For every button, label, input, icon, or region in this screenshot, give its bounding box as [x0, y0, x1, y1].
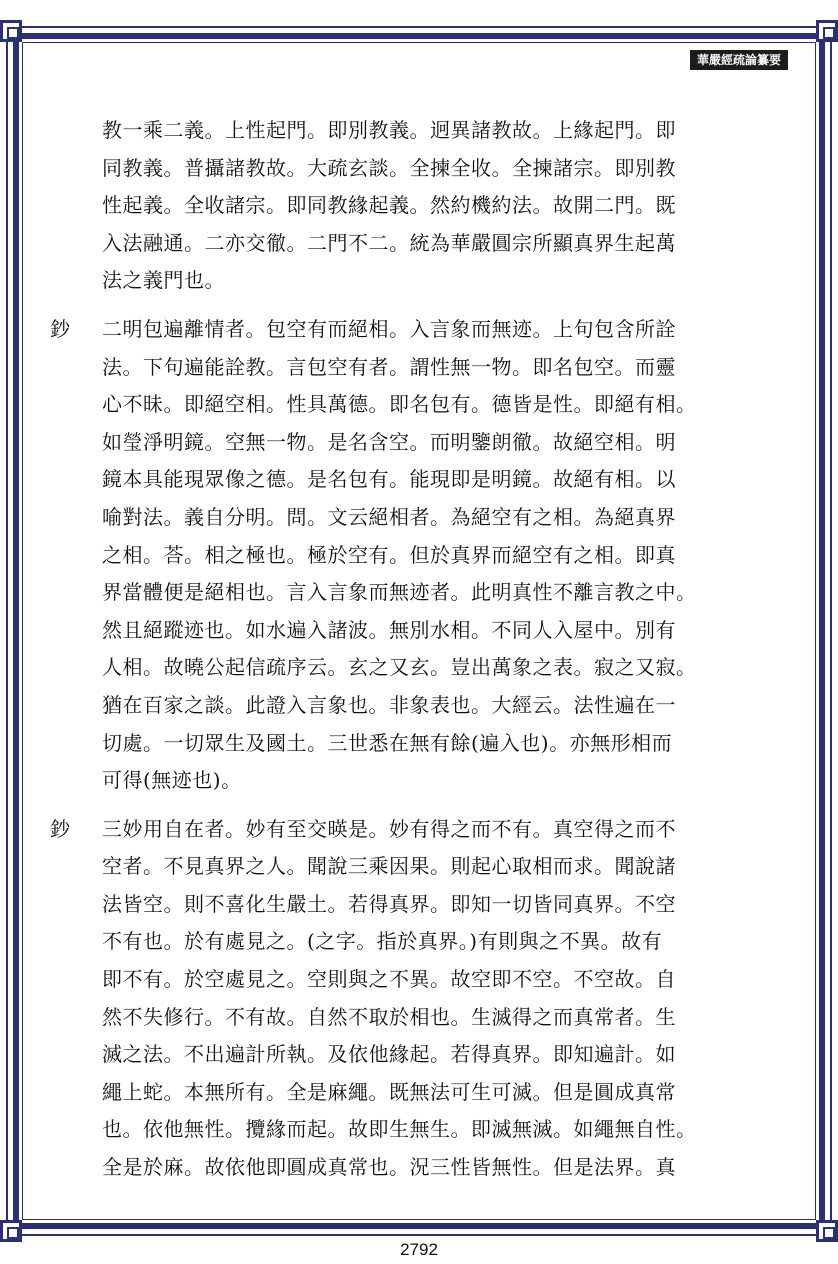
text-line: 性起義。全收諸宗。即同教緣起義。然約機約法。故開二門。既: [102, 193, 676, 218]
text-line: 也。依他無性。攬緣而起。故即生無生。即滅無滅。如繩無自性。: [102, 1117, 697, 1142]
text-line: 不有也。於有處見之。(之字。指於真界。)有則與之不異。故有: [102, 929, 663, 954]
paragraph-marker: [50, 112, 102, 300]
page-number: 2792: [400, 1240, 438, 1259]
text-line: 如瑩淨明鏡。空無一物。是名含空。而明鑒朗徹。故絕空相。明: [102, 429, 676, 454]
text-line: 然且絕蹤迹也。如水遍入諸波。無別水相。不同人入屋中。別有: [102, 617, 676, 642]
text-line: 二明包遍離情者。包空有而絕相。入言象而無迹。上句包含所詮: [102, 316, 676, 341]
text-line: 法皆空。則不喜化生嚴土。若得真界。即知一切皆同真界。不空: [102, 891, 676, 916]
paragraph-text: [102, 311, 790, 800]
paragraph: [50, 311, 790, 800]
text-line: 人相。故曉公起信疏序云。玄之又玄。豈出萬象之表。寂之又寂。: [102, 655, 697, 680]
text-line: 然不失修行。不有故。自然不取於相也。生滅得之而真常者。生: [102, 1004, 676, 1029]
text-line: 滅之法。不出遍計所執。及依他緣起。若得真界。即知遍計。如: [102, 1042, 676, 1067]
text-line: 即不有。於空處見之。空則與之不異。故空即不空。不空故。自: [102, 967, 676, 992]
text-line: 同教義。普攝諸教故。大疏玄談。全揀全收。全揀諸宗。即別教: [102, 155, 676, 180]
corner-ornament-bottom-left: [0, 1220, 22, 1242]
corner-ornament-top-left: [0, 20, 22, 42]
text-line: 界當體便是絕相也。言入言象而無迹者。此明真性不離言教之中。: [102, 580, 697, 605]
paragraph: [50, 112, 790, 300]
paragraph-marker: 鈔: [50, 816, 72, 841]
text-line: 之相。荅。相之極也。極於空有。但於真界而絕空有之相。即真: [102, 542, 676, 567]
text-line: 鏡本具能現眾像之德。是名包有。能現即是明鏡。故絕有相。以: [102, 467, 676, 492]
book-title-tag: 華嚴經疏論纂要: [690, 50, 788, 70]
corner-ornament-bottom-right: [816, 1220, 838, 1242]
paragraph-marker: 鈔: [50, 316, 72, 341]
paragraph-text: [102, 112, 790, 300]
text-line: 喻對法。義自分明。問。文云絕相者。為絕空有之相。為絕真界: [102, 504, 676, 529]
text-line: 猶在百家之談。此證入言象也。非象表也。大經云。法性遍在一: [102, 692, 676, 717]
text-line: 三妙用自在者。妙有至交暎是。妙有得之而不有。真空得之而不: [102, 816, 676, 841]
text-line: 入法融通。二亦交徹。二門不二。統為華嚴圓宗所顯真界生起萬: [102, 230, 676, 255]
text-line: 全是於麻。故依他即圓成真常也。況三性皆無性。但是法界。真: [102, 1155, 676, 1180]
text-line: 法之義門也。: [102, 268, 225, 293]
text-line: 心不昧。即絕空相。性具萬德。即名包有。德皆是性。即絕有相。: [102, 392, 697, 417]
text-line: 空者。不見真界之人。聞說三乘因果。則起心取相而求。聞說諸: [102, 854, 676, 879]
page-body: [50, 112, 790, 1198]
paragraph: [50, 811, 790, 1187]
text-line: 繩上蛇。本無所有。全是麻繩。既無法可生可滅。但是圓成真常: [102, 1079, 676, 1104]
corner-ornament-top-right: [816, 20, 838, 42]
text-line: 法。下句遍能詮教。言包空有者。謂性無一物。即名包空。而靈: [102, 354, 676, 379]
text-line: 教一乘二義。上性起門。即別教義。迥異諸教故。上緣起門。即: [102, 118, 676, 142]
text-line: 可得(無迹也)。: [102, 768, 242, 793]
text-line: 切處。一切眾生及國土。三世悉在無有餘(遍入也)。亦無形相而: [102, 730, 673, 755]
paragraph-text: [102, 811, 790, 1187]
